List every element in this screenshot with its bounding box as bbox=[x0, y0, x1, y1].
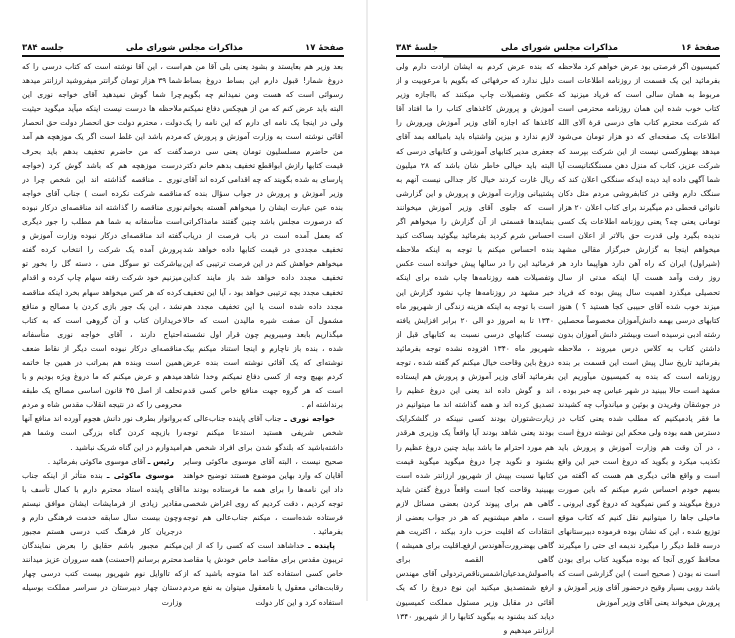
publication-title: مذاکرات مجلس شورای ملی bbox=[125, 43, 244, 53]
session-number: جلسهٔ ۳۸۴ bbox=[396, 43, 438, 53]
speech-text: آقای موسوی ماکوئی بفرمائید . bbox=[47, 456, 146, 466]
page-header bbox=[22, 40, 344, 53]
speech-text: بنده متأثر از اینکه جناب آقای پاینده استاد محترم دارم با کمال تأسف با مقادیر زیادی از فرمایشات ایشان موافق نیستم وچون بیست سال سابقه خدمت فرهنگی دارم و درجریان کار فرهنگ کتب درسی هستم مجبور میکنم مجبور باشم حقایق را بعرض نمایندگان محترم برسانم (احسنت) همه سروران عزیز میدانند که تااوایل نوم شهریور بیست کتب درسی چهار دستان چهار دبیرستان در سراسر مملکت بوسیله وزارت bbox=[22, 470, 182, 607]
text-column-right bbox=[183, 60, 343, 610]
speaker-name: موسوی ماکوئی ـ bbox=[106, 470, 174, 480]
speech-paragraph bbox=[183, 412, 343, 539]
publication-title: مذاکرات مجلس شورای ملی bbox=[500, 43, 619, 53]
page-header bbox=[396, 40, 720, 53]
left-page bbox=[0, 0, 367, 607]
speech-paragraph bbox=[22, 455, 182, 469]
speaker-name: پاینده ـ bbox=[308, 541, 336, 551]
speaker-name: خواجه نوری ـ bbox=[284, 414, 335, 424]
speech-text: خداشاهد است که کسی را که از این تریبون مقدس برای مقاصد خاص خودش یا مقاصد خاص کسی استفاده کند اما متوجه باشید که از رقابت‌هائی معقول یا نامعقول میتوان به نفع مردم استفاده کرد و این کار دولت bbox=[183, 541, 343, 607]
body-paragraph: کمیسیون اگر فرصتی بود عرض خواهم کرد ملاحظه بفرمائید این یک قسمت از روزنامه اطلاعات است مربوط به همان سالی است که فریاد میزنید که کتاب خوب شده این همان روزنامه محترمی است که شرکت محترم کتاب های درسی قرهٔ آلای الله اطلاعات یک صفحه‌ای که دو هزار تومان می‌شود میدهد بهطورکسی نیست از این شرکت بپرسد که شرکت عزیز، کتاب که منزل دهن مسنگکنانیست آیا شما آگهی داده اید دیده ایدکه سنگکی اعلان کند که سنگک دارم وقتی در کتابفروشی مردم مثل دکان نانوائی قحطی دم میگیرند برای کتاب اعلان ۲۰ هزار تومانی یعنی چه؟ یعنی روزنامه اطلاعات یک کسی ندیده بگیرد ولی قدرت حق بالاتر از اعلان است میخواهم اینجا به گزارش خبرگزار مقالی مشهد (شیراول) ایران که راه آهن دارد هواپیما دارد هر روز رفت وآمد هست آیا اینکه مدتی از سال تحصیلی میگذرد اهمیت سال پیش بوده که فریاد میزند خوب شده آقای حبیبی کجا هستید ؟ ) هنوز کتابهای درسی بهمه دانش‌آموزان مخصوصاً محصلین رشته ادبی نرسیده است وبیشتر دانش آموزان بدون داشتن کتاب به کلاس درس میروند ، ملاحظه بفرمائید تاریخ سال پیش است این قسمت بر بنده روزنامه است که بنده به کمیسیون میآوریم این مشهد است حالا ببینید در شهر عباس چه خبر بوده ، در جوشقان وفریدن و بوئین و میاندوآب چه کشیدند ما فقر یادمیکنیم که مطلب شده یعنی کتاب در دسترس همه بوده ولی محکم این نوشته دروغ است ، در آن وقت هم وزارت آموزش و پرورش باید تکذیب میکرد و بگوید که دروغ است خیر این واقع است و واقع هائی دیگری هم هست که اگفته من بسهم خودم احساس شرم میکنم که باین صورت دروغ میگویند و کس نمیگوید که دروغ گوی ایرونی ـ ماخیلی جاها را میتوانیم نقل کنیم که کتاب موقع توزیع شده ، این که نشان بوده فرموده دبیرستانهای درسه قلط دیگر را میگیرد ندیمه ای حتی را میگیرند محافظ کوری آنجا که بوده میگوید کتاب برای بودن است نه بودن ( صحیح است ) این گزارشی است که باشد رویی بسیار وقیح درحضور آقای وزیر آموزش و پرورش میخواند یعنی آقای وزیر آموزش bbox=[558, 62, 720, 607]
right-page bbox=[368, 0, 735, 635]
text-column-left bbox=[396, 60, 554, 638]
page-number: صفحهٔ ۱۷ bbox=[305, 43, 344, 53]
text-column-left bbox=[22, 60, 182, 610]
body-paragraph: بعد وزیر هم بعایستد و بشود یعنی بلی آقا من هم دروغ شمار! قبول دارم این بساط دروغ بساط رسوائی است که هست ومن نمیدانم چه بگویم البته باید عرض کنم که من از هیچکس دفاع نمیکنم ولی در اینجا یک نامه ای دارم که این نامه را یک آقائی نوشته است به وزارت آموزش و پرورش که من حاضرم مسلسلیون تومان یعنی سی درصد قیمت کتابها رازش ابواقطع تخفیف بدهم خانم دکتر پارسای به شده بگویند که چه اقدامی کرده اند آقای وزیر آموزش و پرورش در جواب سؤال بنده که بنده عین عبارت ایشان را میخواهم آهسته بخوانم که درصورت مجلس باشد چنین گفتند مامذاکراتی که بعمل آمده است در باب فرصت از دریاب تخفیف مجددی در قیمت کتابها داده خواهد شد میخواهم خواهش کنم در این فرصت ترتیبی که این تخفیف مجدد داده خواهد شد باز مایند کداین تخفیف مجدد بچه ترتیبی خواهد بود ، آیا این تخفیف مجدد داده شده است یا این تخفیف مجدد هم مشمول آن صفت شیره مالیدن است که حالا میگذاریم بابعد ومیبرویم چون قرار اول نشسته شده ، بنده باز ناچارم و اینجا استناد میکنم بیک نوشته‌ای که یک آقائی نوشته است بنده عرض کردم بهیچ وجه از کسی دفاع نمیکنم وخدا شاهد است که هر گروه جهت منافع خاص کسی قدم برنداشته ام . bbox=[183, 62, 343, 410]
header-divider bbox=[22, 55, 344, 57]
header-underline bbox=[443, 57, 608, 58]
session-number: جلسه ۳۸۴ bbox=[22, 43, 64, 53]
speech-paragraph bbox=[22, 469, 182, 610]
text-column-right bbox=[558, 60, 720, 610]
body-paragraph: است ، این آقا نوشته است که کتاب درسی را که شما ۳۹ هزار تومان گرانتر میفروشید ارزانتر میدهد چرا شما گوش نمیدهید آقای خواجه نوری این ملاحظه ها درست نیست اینکه میآید میگوید حیثیت دولت ، محترم دولت حق انحصار دولت حق انحصار مردم باشد این غلط است اگر یک موزهچه هم آمد گفت که من حاضرم تخفیف بدهم باید بحرف درست موزهچه هم که باشد گوش کرد (خواجه نوری ـ مناقصه گذاشته اند این شخص چرا در مناقصه شرکت نکرده است ) جناب آقای خواجه نوری مناقصه را گذاشته اند مناقصه‌ای درکار نبوده است متأسفانه به شما هم مطلب را جور دیگری گفته اند مناقصه‌ای درکار نبوده وزارت آموزش و پرورش آمده یک شرکت را انتخاب کرده گفته بیاشرکت تو سوگل منی ، دسته گل را بخور تو میزنیم خود شرکت رفته سهام چاپ کرده و اقدام کرده که هر کس میخواهد سهام بخرد اینکه مناقصه نشد ، این یک جور بازی کردن با مصالح و منافع خریداران کتاب و آن گروهی است که به کتاب احتیاج دارند ، آقای خواجه نوری متأسفانه مناقصه‌ای درکار نبوده است دیگر از نقاط ضعف همین است وبنده هم بمراتب در همین جا خاتمه میدهم و عرض میکنم که ما دروغ ویژه بودیم و با تحلف از اصل ۴۵ قانون اساسی مصالح یک طبقه محرومی را که در نتیجه انقلاب مقدس شاه و مردم بروانوار بطرف نور دانش هجوم آورده اند منافع آنها را بازیچه کردن گناه بزرگی است وشما هم امیدوارم در این گناه شریک نباشید . bbox=[22, 62, 182, 452]
page-number: صفحهٔ ۱۶ bbox=[681, 43, 720, 53]
speech-text: جناب آقای پاینده جناب‌عالی که شخص شریفی هستید استدعا میکنم توجه داشته‌باشید که بلندگو شدن برای افراد شخص هم صحیح نیست ، البته آقای موسوی ماکوئی وسایر آقایان که وارد بهاین موضوع هستند توضیح خواهند داد این نامه‌ها را برای همه ما فرستاده بودند ما توجه کردیم ، دقت کردیم که روی اغراض شخصی فرستاده شده‌است ، میکنم جناب‌عالی هم توجه بفرمائید . bbox=[183, 414, 343, 537]
body-paragraph: که بنده عرض کردم به ایشان ارادت دارم ولی دلیل ندارد که حرفهائی که بگویم با مرعوبیت و از عکس وتفصیلات چاپ میکنند که بااجازه وزیر آموزش و پرورش کاغذهای کتاب را ما افتاد آقا کاغذها که اجازه آقای وزیر آموزش وپرورش را لازم ندارد و بیزین واشتباه باید بامبالغه بمد آقای جعفری مدیر کتابهای آموزشی و کتابهای درسی که البته باید خیالی خاطر شان باشد که ۲۸ میلیون ریال غارت کردند خیال کار جدالی نیست آنهم به پشتیبانی وزارت آموزش و پرورش و این گزارشی است که جلوی آقای وزیر آموزش میخوانند بنمایندها قسمتی از آن گزارش را میخواهم اگر احساس شرم کردید بفرمائید بیگوئید بساکت کنید بنده احساس میکنم با توجه به اینکه ملاحظه فرمائید این را در سالها پیش خوانده است عکس وتفصیلات همه روزنامه‌ها چاپ شده برای اینکه خبر مشهد در روزنامه‌ها چاپ نشود گزارش این است با توجه به اینکه هزینه زندگی از شهریور ماه ۱۳۴۰ تا به امروز دو الی ۲۰ برابر افزایش یافته نیست کتابهای درسی نسبت به کتابهای قبل از شهریور ماه ۱۳۴۰ افزوده نشده توجه بفرمائید دروغ باین وقاحت خیال میکنم کم گفته شده ، توجه بفرمائید آقای وزیر آموزش و پرورش هم ایستاده اند و گوش داده اند یعنی این دروغ عظیم را تصدیق کرده اند و همه گذاشته اند ما میتوانیم در زیارت‌شتوران بودند کسی نبینکه در گلشکرایک بودند یعنی شاهد بودند آیا واقعاً یک وزیری هرقدر هم مورد احترام ما باشد بیاید چنین دروغ عظیم را بشنود و نگوید چرا دروغ میگوید میگوید قیمت کتابها نسبت بپیش از شهریور ارزانتر شده است بهبینید وقاحت کجا است واقعاً دروغ گفتن شاید گاهی هم برای پیوند کردن بعضی مسائل لازم است ، ماهم میشنویم که هر در جواب بعضی از انتقادات که اقلیت حزب دارد بیکند ، اکثریت هم گاهی بهضرورت‌آهوندس ارفع‌ـ‌اقلیت برای همیشه ) گاهی القصه برای بااصولش‌مدعیان‌اشمس‌ناقص‌تردولی آقای مهندس ارفع شمتصدیق میکنید این نوع دروغ را که یک آقائی در مقابل وزیر مسئول مملکت کمیسیون دیابد کند بشنود به بیگوید کتابها را از شهریور ۱۳۴۰ ارزانتر میدهیم و bbox=[396, 62, 554, 635]
speech-paragraph bbox=[183, 539, 343, 609]
speaker-name: رئیس ـ bbox=[147, 456, 174, 466]
